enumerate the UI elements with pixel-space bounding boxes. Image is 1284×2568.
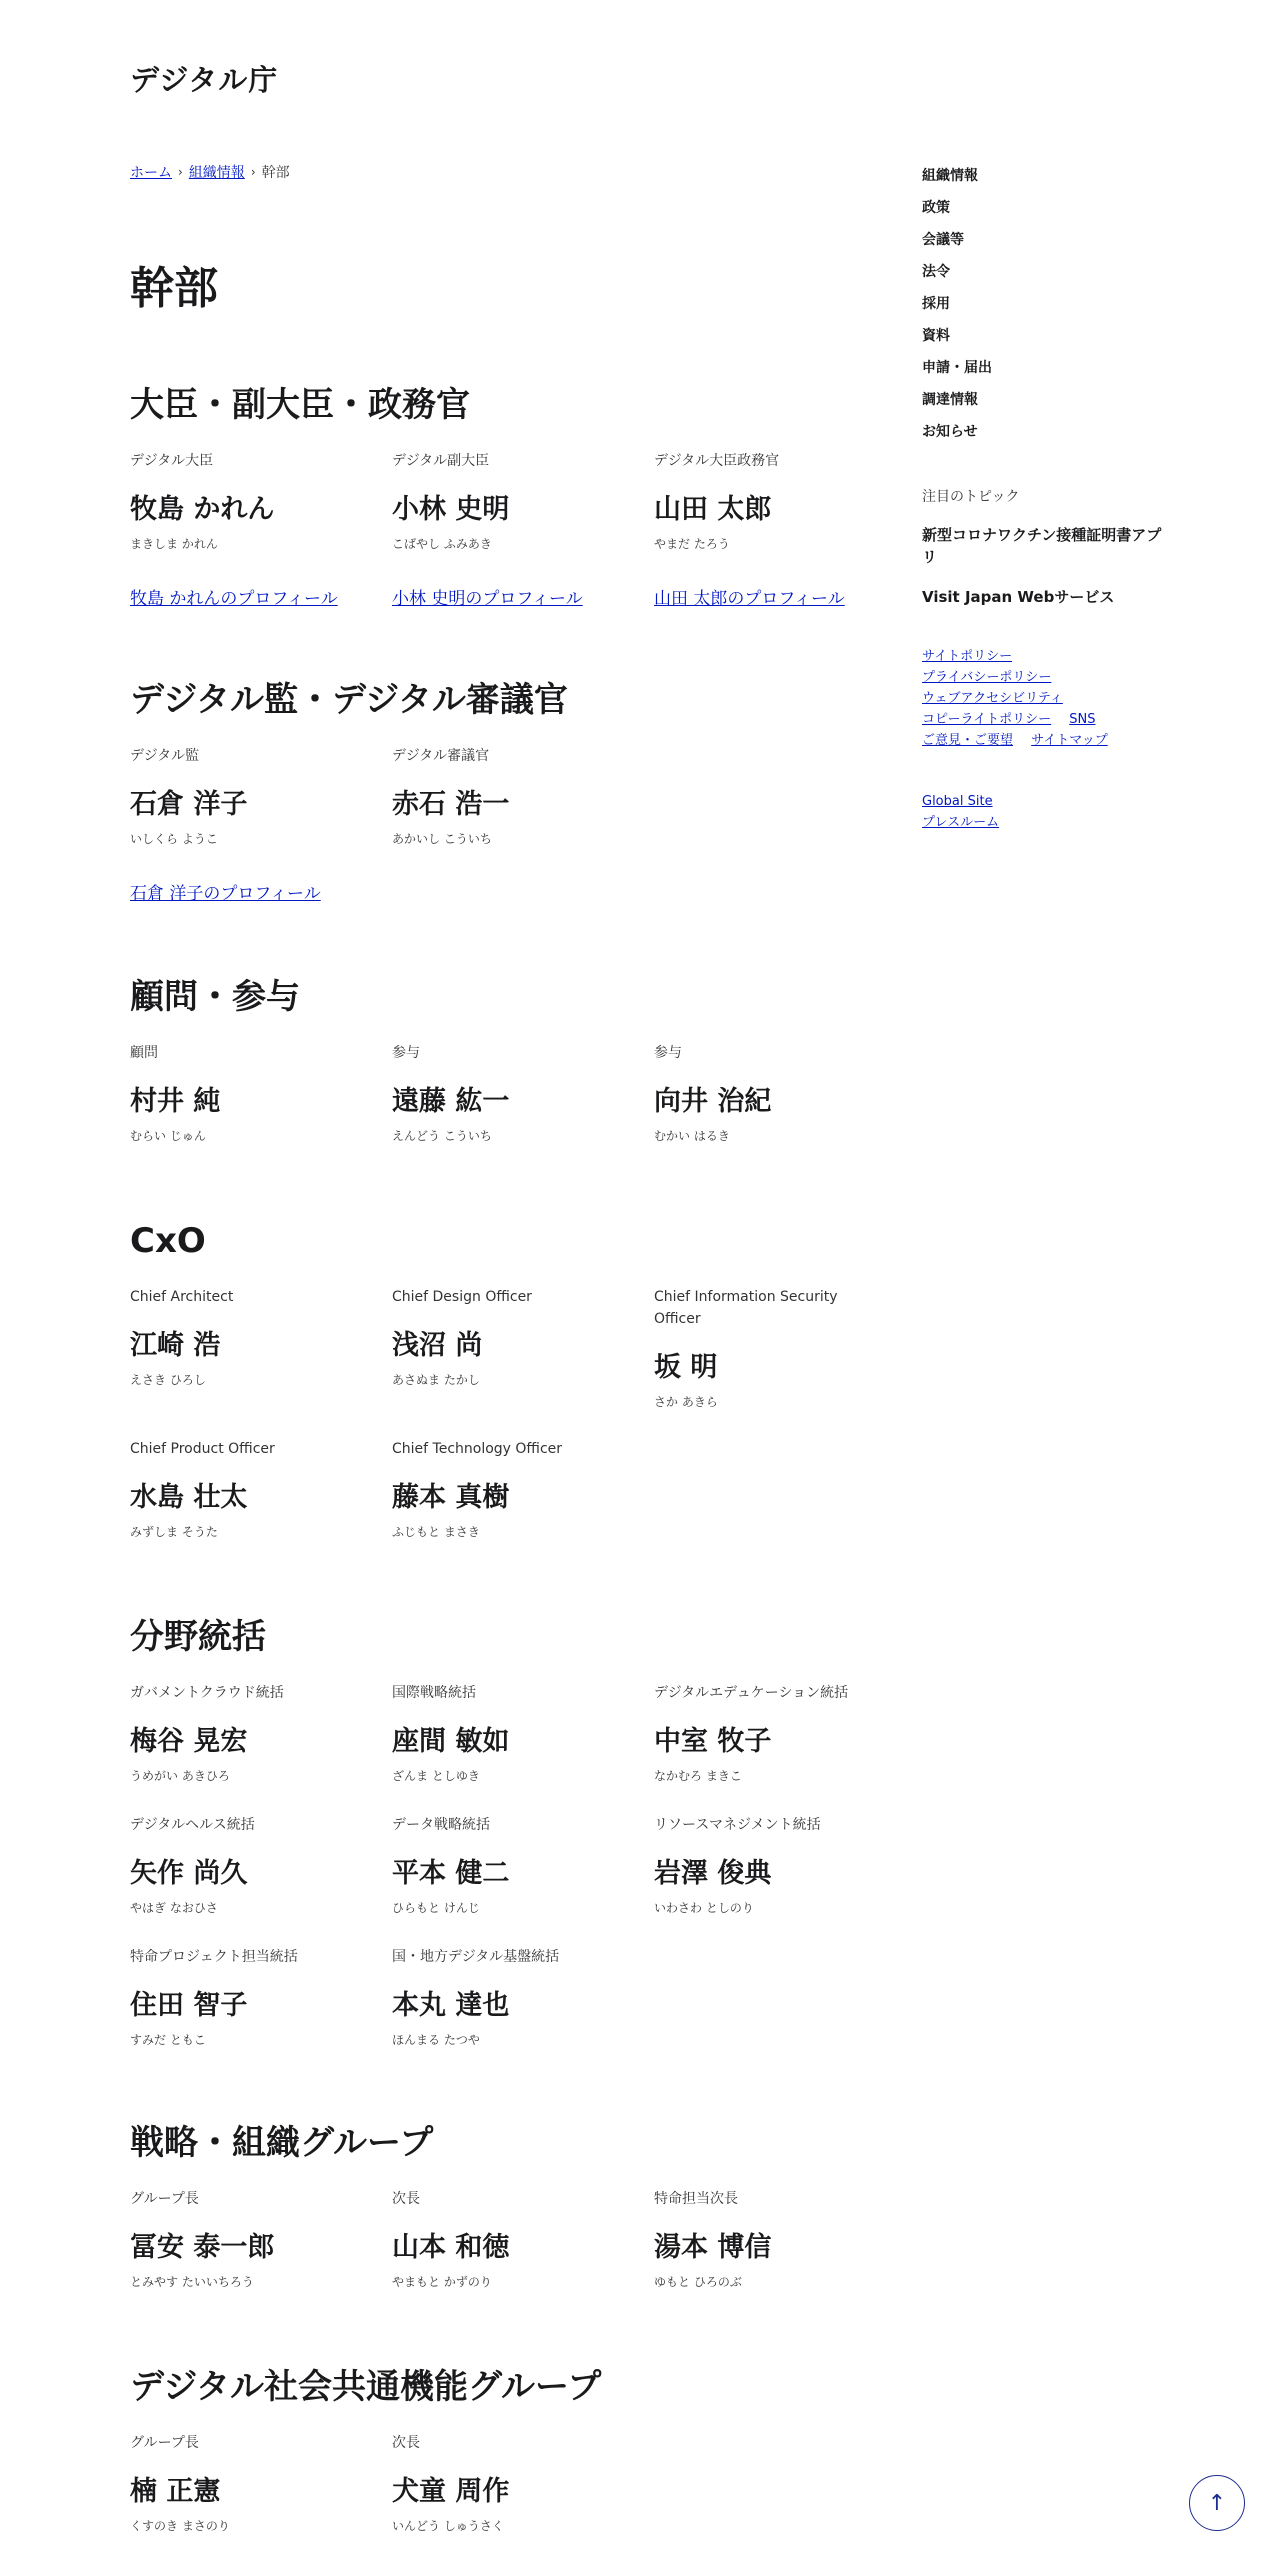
person-role: デジタル審議官 xyxy=(392,748,490,764)
person-card xyxy=(130,1438,380,1540)
person-card xyxy=(392,1814,642,1916)
section-supervisors xyxy=(130,680,910,904)
person-role: 顧問 xyxy=(130,1045,158,1061)
person-name: 住田 智子 xyxy=(130,1990,248,2021)
person-role: グループ長 xyxy=(130,2191,199,2207)
person-card xyxy=(392,745,642,847)
section-title: デジタル監・デジタル審議官 xyxy=(130,680,568,720)
person-role: デジタルエデュケーション統括 xyxy=(654,1685,849,1701)
person-kana: ゆもと ひろのぶ xyxy=(654,2275,742,2289)
sidebar-item-organization[interactable]: 組織情報 xyxy=(922,168,978,184)
person-role: デジタル大臣政務官 xyxy=(654,453,780,469)
person-role: 参与 xyxy=(392,1045,420,1061)
person-name: 浅沼 尚 xyxy=(392,1330,483,1361)
person-role: Chief Information Security Officer xyxy=(654,1289,838,1327)
person-card xyxy=(654,1042,904,1144)
person-name: 中室 牧子 xyxy=(654,1726,772,1757)
person-kana: まきしま かれん xyxy=(130,537,218,551)
person-name: 向井 治紀 xyxy=(654,1086,772,1117)
person-kana: うめがい あきひろ xyxy=(130,1769,230,1783)
topic-vaccine-app[interactable]: 新型コロナワクチン接種証明書アプリ xyxy=(922,526,1162,566)
person-card xyxy=(130,1682,380,1784)
section-title: CxO xyxy=(130,1221,206,1261)
person-name: 犬童 周作 xyxy=(392,2476,510,2507)
breadcrumb-current: 幹部 xyxy=(261,165,290,181)
global-links xyxy=(922,791,1162,833)
profile-link[interactable]: 牧島 かれんのプロフィール xyxy=(130,589,338,609)
people-grid xyxy=(130,1286,910,1546)
feedback-link[interactable]: ご意見・ご要望 xyxy=(922,733,1014,748)
person-kana: あかいし こういち xyxy=(392,832,492,846)
person-name: 牧島 かれん xyxy=(130,494,275,525)
person-card xyxy=(130,2432,380,2534)
person-name: 赤石 浩一 xyxy=(392,789,510,820)
person-role: グループ長 xyxy=(130,2435,199,2451)
person-card xyxy=(130,1042,380,1144)
breadcrumb-home-link[interactable]: ホーム xyxy=(130,165,172,181)
person-kana: さか あきら xyxy=(654,1395,718,1409)
person-kana: あさぬま たかし xyxy=(392,1373,480,1387)
person-role: ガバメントクラウド統括 xyxy=(130,1685,284,1701)
person-kana: みずしま そうた xyxy=(130,1525,218,1539)
arrow-up-icon: ↑ xyxy=(1207,2490,1227,2516)
section-title: 大臣・副大臣・政務官 xyxy=(130,385,470,425)
person-card xyxy=(392,2188,642,2290)
person-kana: えんどう こういち xyxy=(392,1129,492,1143)
person-kana: むかい はるき xyxy=(654,1129,730,1143)
person-name: 岩澤 俊典 xyxy=(654,1858,772,1889)
person-role: デジタル副大臣 xyxy=(392,453,490,469)
person-card xyxy=(130,1814,380,1916)
person-name: 遠藤 紘一 xyxy=(392,1086,510,1117)
person-card xyxy=(392,1946,642,2048)
person-name: 梅谷 晃宏 xyxy=(130,1726,248,1757)
back-to-top-button[interactable] xyxy=(1189,2475,1245,2531)
profile-link[interactable]: 山田 太郎のプロフィール xyxy=(654,589,845,609)
sitemap-link[interactable]: サイトマップ xyxy=(1031,733,1108,748)
person-kana: やまもと かずのり xyxy=(392,2275,492,2289)
person-name: 湯本 博信 xyxy=(654,2232,772,2263)
person-name: 冨安 泰一郎 xyxy=(130,2232,275,2263)
person-card xyxy=(654,450,904,609)
breadcrumb-org-link[interactable]: 組織情報 xyxy=(188,165,245,181)
person-name: 楠 正憲 xyxy=(130,2476,221,2507)
person-kana: いんどう しゅうさく xyxy=(392,2519,504,2533)
footer-links xyxy=(922,646,1162,751)
site-policy-link[interactable]: サイトポリシー xyxy=(922,649,1013,664)
person-role: データ戦略統括 xyxy=(392,1817,490,1833)
person-role: 参与 xyxy=(654,1045,682,1061)
press-room-link[interactable]: プレスルーム xyxy=(922,815,1000,830)
people-grid xyxy=(130,450,910,609)
person-name: 矢作 尚久 xyxy=(130,1858,248,1889)
sidebar-item-news[interactable]: お知らせ xyxy=(922,424,978,440)
person-role: デジタルヘルス統括 xyxy=(130,1817,255,1833)
person-name: 座間 敏如 xyxy=(392,1726,510,1757)
global-site-link[interactable]: Global Site xyxy=(922,794,993,809)
person-kana: いしくら ようこ xyxy=(130,832,218,846)
accessibility-link[interactable]: ウェブアクセシビリティ xyxy=(922,691,1063,706)
copyright-link[interactable]: コピーライトポリシー xyxy=(922,712,1052,727)
chevron-right-icon: › xyxy=(178,165,183,179)
person-kana: いわさわ としのり xyxy=(654,1901,754,1915)
sidebar-item-procurement[interactable]: 調達情報 xyxy=(922,392,978,408)
person-kana: ざんま としゆき xyxy=(392,1769,480,1783)
person-role: デジタル大臣 xyxy=(130,453,214,469)
sidebar xyxy=(922,160,1162,833)
person-name: 平本 健二 xyxy=(392,1858,510,1889)
chevron-right-icon: › xyxy=(250,165,256,179)
person-name: 山田 太郎 xyxy=(654,494,772,525)
person-kana: とみやす たいいちろう xyxy=(130,2275,254,2289)
person-role: Chief Product Officer xyxy=(130,1441,275,1457)
sidebar-item-applications[interactable]: 申請・届出 xyxy=(922,360,992,376)
person-card xyxy=(392,450,642,609)
person-role: 次長 xyxy=(392,2435,420,2451)
person-name: 本丸 達也 xyxy=(392,1990,510,2021)
sns-link[interactable]: SNS xyxy=(1069,712,1096,727)
person-card xyxy=(392,1042,642,1144)
person-role: 国・地方デジタル基盤統括 xyxy=(392,1949,560,1965)
person-card xyxy=(392,1682,642,1784)
person-name: 水島 壮太 xyxy=(130,1482,248,1513)
sidebar-item-meetings[interactable]: 会議等 xyxy=(922,232,964,248)
section-strategy-group xyxy=(130,2123,910,2289)
person-kana: なかむろ まきこ xyxy=(654,1769,742,1783)
sidebar-nav xyxy=(922,160,1162,448)
person-card xyxy=(392,2432,642,2534)
person-card xyxy=(130,1286,380,1388)
page-title: 幹部 xyxy=(130,263,218,314)
section-title: 顧問・参与 xyxy=(130,977,300,1017)
person-kana: やまだ たろう xyxy=(654,537,730,551)
site-logo[interactable]: デジタル庁 xyxy=(130,63,279,97)
person-card xyxy=(130,450,380,609)
section-ministers xyxy=(130,385,910,609)
person-name: 石倉 洋子 xyxy=(130,789,248,820)
person-kana: こばやし ふみあき xyxy=(392,537,492,551)
sidebar-item-policy[interactable]: 政策 xyxy=(922,200,950,216)
person-card xyxy=(654,1814,904,1916)
section-common-group xyxy=(130,2367,910,2533)
people-grid xyxy=(130,2432,910,2532)
person-role: リソースマネジメント統括 xyxy=(654,1817,821,1833)
section-advisors xyxy=(130,977,910,1143)
sidebar-item-documents[interactable]: 資料 xyxy=(922,328,950,344)
person-role: デジタル監 xyxy=(130,748,200,764)
section-field-leads xyxy=(130,1617,910,2062)
person-name: 藤本 真樹 xyxy=(392,1482,510,1513)
breadcrumb xyxy=(130,162,290,182)
person-role: 特命プロジェクト担当統括 xyxy=(130,1949,298,1965)
person-role: 国際戦略統括 xyxy=(392,1685,476,1701)
sidebar-item-laws[interactable]: 法令 xyxy=(922,264,950,280)
person-card xyxy=(392,1286,642,1388)
person-kana: ふじもと まさき xyxy=(392,1525,480,1539)
topic-visit-japan-web[interactable]: Visit Japan Webサービス xyxy=(922,588,1115,606)
person-kana: すみだ ともこ xyxy=(130,2033,206,2047)
people-grid xyxy=(130,2188,910,2288)
privacy-policy-link[interactable]: プライバシーポリシー xyxy=(922,670,1052,685)
person-kana: むらい じゅん xyxy=(130,1129,206,1143)
section-title: デジタル社会共通機能グループ xyxy=(130,2367,602,2407)
person-kana: くすのき まさのり xyxy=(130,2519,230,2533)
section-title: 分野統括 xyxy=(130,1617,266,1657)
person-kana: ほんまる たつや xyxy=(392,2033,480,2047)
person-kana: ひらもと けんじ xyxy=(392,1901,480,1915)
people-grid xyxy=(130,1682,910,2062)
people-grid xyxy=(130,1042,910,1142)
person-card xyxy=(654,1682,904,1784)
people-grid xyxy=(130,745,910,904)
person-role: Chief Design Officer xyxy=(392,1289,532,1305)
person-card xyxy=(654,2188,904,2290)
person-name: 江崎 浩 xyxy=(130,1330,221,1361)
person-card xyxy=(130,1946,380,2048)
person-kana: やはぎ なおひさ xyxy=(130,1901,218,1915)
person-card xyxy=(654,1286,884,1410)
person-role: 次長 xyxy=(392,2191,420,2207)
person-card xyxy=(130,745,380,904)
person-role: 特命担当次長 xyxy=(654,2191,738,2207)
person-card xyxy=(130,2188,380,2290)
topics-heading: 注目のトピック xyxy=(922,489,1020,505)
person-name: 村井 純 xyxy=(130,1086,221,1117)
section-title: 戦略・組織グループ xyxy=(130,2123,434,2163)
section-cxo xyxy=(130,1221,910,1546)
person-name: 山本 和徳 xyxy=(392,2232,510,2263)
sidebar-item-recruitment[interactable]: 採用 xyxy=(922,296,950,312)
profile-link[interactable]: 石倉 洋子のプロフィール xyxy=(130,884,321,904)
person-role: Chief Technology Officer xyxy=(392,1441,563,1457)
person-kana: えさき ひろし xyxy=(130,1373,206,1387)
person-role: Chief Architect xyxy=(130,1289,234,1305)
person-card xyxy=(392,1438,642,1540)
person-name: 小林 史明 xyxy=(392,494,510,525)
person-name: 坂 明 xyxy=(654,1352,718,1383)
profile-link[interactable]: 小林 史明のプロフィール xyxy=(392,589,583,609)
